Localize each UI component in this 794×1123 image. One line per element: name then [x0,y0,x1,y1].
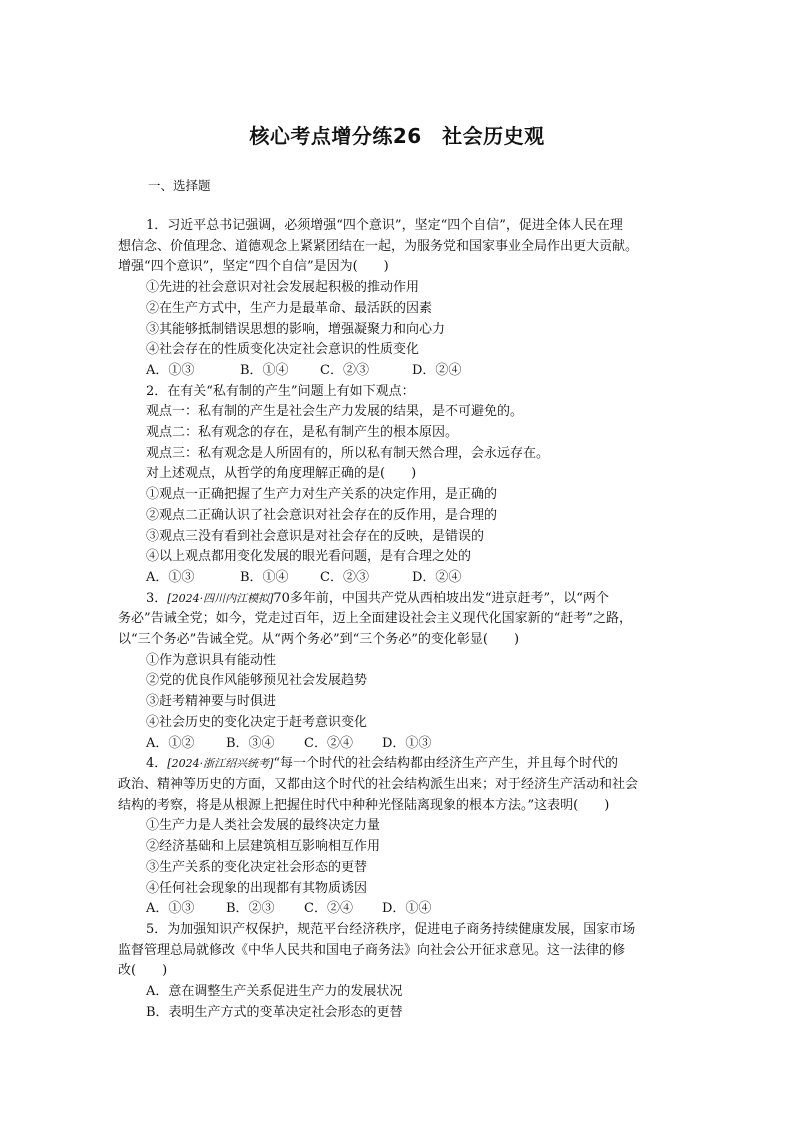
statement-item: ④任何社会现象的出现都有其物质诱因 [146,880,368,896]
option-b: B．②③ [226,901,275,917]
question-text: “每一个时代的社会结构都由经济生产产生，并且每个时代的 [273,756,619,772]
page-title: 核心考点增分练26 社会历史观 [249,124,545,148]
answer-options [118,899,680,920]
option-d: D．①④ [382,901,432,917]
question-stem: 1．习近平总书记强调，必须增强“四个意识”，坚定“四个自信”，促进全体人民在理 [146,218,623,233]
question-text: 70多年前，中国共产党从西柏坡出发“进京赶考”，以“两个 [273,590,609,606]
option-b: B．表明生产方式的变革决定社会形态的更替 [146,1004,403,1020]
question-number: 4． [146,756,168,772]
option-a: A．①② [146,735,195,751]
question-stem: 5．为加强知识产权保护，规范平台经济秩序，促进电子商务持续健康发展，国家市场 [146,921,636,937]
option-a: A．①③ [146,362,195,378]
answer-options [118,568,680,589]
option-c: C．②③ [320,362,369,378]
option-d: D．②④ [412,569,462,585]
question-ask: 对上述观点，从哲学的角度理解正确的是( ) [146,466,417,482]
question-list [118,216,680,1023]
statement-item: ④以上观点都用变化发展的眼光看问题，是有合理之处的 [146,549,472,565]
statement-item: ①观点一正确把握了生产力对生产关系的决定作用，是正确的 [146,487,498,503]
question-stem: 政治、精神等历史的方面，又都由这个时代的社会结构派生出来；对于经济生产活动和社会 [118,776,639,792]
question-5 [118,920,680,1024]
question-stem: 以“三个务必”告诫全党。从“两个务必”到“三个务必”的变化彰显( ) [118,632,520,648]
option-c: C．②④ [304,735,353,751]
question-4 [118,754,680,920]
question-stem: 想信念、价值理念、道德观念上紧紧团结在一起，为服务党和国家事业全局作出更大贡献。 [118,238,639,254]
question-3 [118,589,680,755]
statement-item: ②党的优良作风能够预见社会发展趋势 [146,673,368,689]
statement-item: ③其能够抵制错误思想的影响，增强凝聚力和向心力 [146,321,446,337]
question-source: [2024·四川内江模拟] [167,591,274,605]
option-d: D．②④ [412,362,462,378]
option-b: B．③④ [226,735,275,751]
viewpoint: 观点三：私有观念是人所固有的，所以私有制天然合理，会永远存在。 [146,445,550,461]
question-stem [118,589,680,610]
statement-item: ③赶考精神要与时俱进 [146,694,277,710]
option-b: B．①④ [240,569,289,585]
question-stem: 增强“四个意识”，坚定“四个自信”是因为( ) [118,259,389,275]
viewpoint: 观点一：私有制的产生是社会生产力发展的结果，是不可避免的。 [146,404,524,420]
answer-options [118,361,680,382]
question-stem: 结构的考察，将是从根源上把握住时代中种种光怪陆离现象的根本方法。”这表明( ) [118,797,610,813]
question-stem: 监督管理总局就修改《中华人民共和国电子商务法》向社会公开征求意见。这一法律的修 [118,942,626,958]
question-2 [118,382,680,589]
section-heading: 一、选择题 [148,178,211,193]
statement-item: ①生产力是人类社会发展的最终决定力量 [146,818,381,834]
question-stem: 务必”告诫全党；如今，党走过百年，迈上全面建设社会主义现代化国家新的“赶考”之路， [118,611,632,627]
option-a: A．①③ [146,901,195,917]
statement-item: ②在生产方式中，生产力是最革命、最活跃的因素 [146,300,433,316]
statement-item: ①作为意识具有能动性 [146,652,277,668]
question-stem: 改( ) [118,963,168,979]
question-number: 3． [146,590,168,606]
option-d: D．①③ [382,735,432,751]
question-stem: 2．在有关“私有制的产生”问题上有如下观点： [146,383,415,399]
option-a: A．①③ [146,569,195,585]
option-a: A．意在调整生产关系促进生产力的发展状况 [146,984,403,1000]
statement-item: ①先进的社会意识对社会发展起积极的推动作用 [146,280,420,296]
question-source: [2024·浙江绍兴统考] [167,757,274,771]
statement-item: ④社会历史的变化决定于赶考意识变化 [146,714,368,730]
statement-item: ④社会存在的性质变化决定社会意识的性质变化 [146,342,420,358]
statement-item: ③生产关系的变化决定社会形态的更替 [146,859,368,875]
statement-item: ②经济基础和上层建筑相互影响相互作用 [146,839,381,855]
statement-item: ②观点二正确认识了社会意识对社会存在的反作用，是合理的 [146,507,498,523]
option-c: C．②④ [304,901,353,917]
viewpoint: 观点二：私有观念的存在，是私有制产生的根本原因。 [146,425,459,441]
option-b: B．①④ [240,362,289,378]
question-stem [118,754,680,775]
statement-item: ③观点三没有看到社会意识是对社会存在的反映，是错误的 [146,528,485,544]
question-1 [118,216,680,382]
option-c: C．②③ [320,569,369,585]
answer-options [118,734,680,755]
